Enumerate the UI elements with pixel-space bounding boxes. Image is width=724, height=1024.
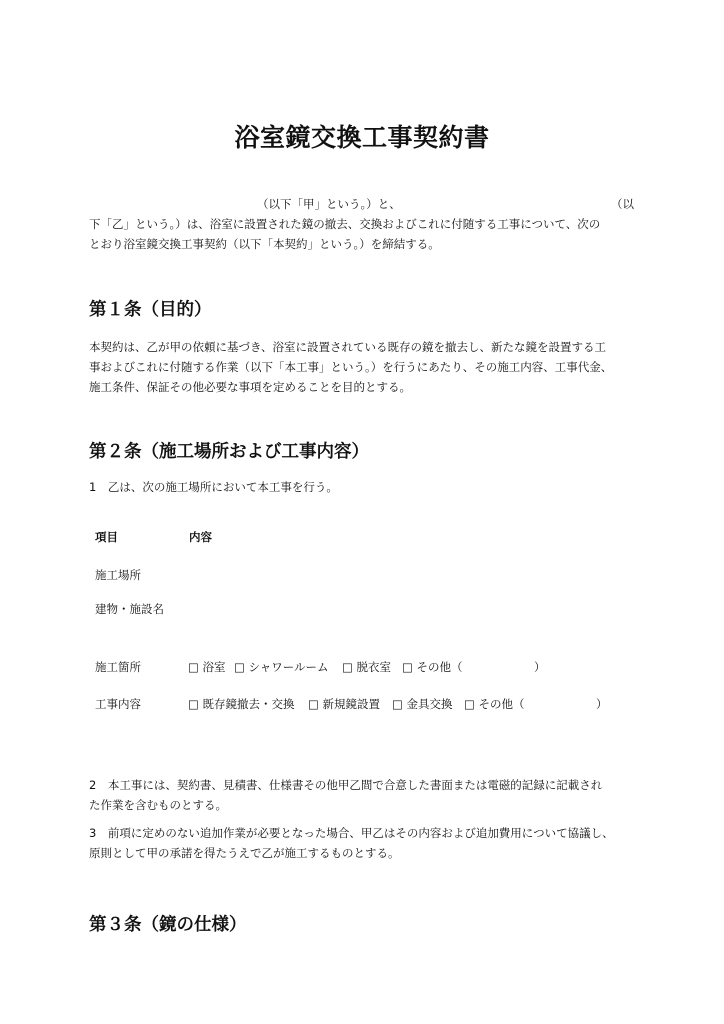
intro-line1-a: （以下「甲」という。）と、 [257,197,401,211]
article1-line: 施工条件、保証その他必要な事項を定めることを目的とする。 [89,380,411,394]
document-title: 浴室鏡交換工事契約書 [234,123,490,152]
article2-heading: 第２条（施工場所および工事内容） [89,442,369,462]
row-label-location: 施工箇所 [95,660,141,674]
row-label-work: 工事内容 [95,697,141,711]
table-header-item: 項目 [95,530,118,544]
location-other-close: ） [534,660,546,674]
article2-p2 [89,775,602,815]
article2-p2-line: た作業を含むものとする。 [89,798,227,812]
table-header-content: 内容 [189,530,212,544]
article2-p3-line: 3 前項に定めのない追加作業が必要となった場合、甲乙はその内容および追加費用について協議し、 [89,826,614,840]
article2-p2-line: 2 本工事には、契約書、見積書、仕様書その他甲乙間で合意した書面または電磁的記録に記載され [89,778,603,792]
checkbox-replace-mirror[interactable]: □ 既存鏡撤去・交換 [188,697,295,711]
checkbox-location-other[interactable]: □ その他（ [402,660,463,674]
checkbox-shower-room[interactable]: □ シャワールーム [234,660,329,674]
checkbox-work-other[interactable]: □ その他（ [464,697,525,711]
checkbox-new-mirror[interactable]: □ 新規鏡設置 [308,697,381,711]
intro-line1-b: （以 [611,197,634,211]
row-label-building: 建物・施設名 [95,602,164,616]
article1-line: 事およびこれに付随する作業（以下「本工事」という。）を行うにあたり、その施工内容、工事代金、 [89,360,613,374]
intro-line2: 下「乙」という。）は、浴室に設置された鏡の撤去、交換およびこれに付随する工事について、次の [89,217,601,231]
checkbox-fitting-replace[interactable]: □ 金具交換 [392,697,453,711]
article1-body [89,337,612,397]
article2-p3 [89,823,614,863]
row-label-site: 施工場所 [95,568,141,582]
article1-heading: 第１条（目的） [89,300,212,320]
work-other-close: ） [596,697,608,711]
checkbox-dressing-room[interactable]: □ 脱衣室 [342,660,392,674]
article2-p3-line: 原則として甲の承諾を得たうえで乙が施工するものとする。 [89,846,400,860]
article2-p1: 1 乙は、次の施工場所において本工事を行う。 [89,480,338,494]
intro-line3: とおり浴室鏡交換工事契約（以下「本契約」という。）を締結する。 [89,237,440,251]
article1-line: 本契約は、乙が甲の依頼に基づき、浴室に設置されている既存の鏡を撤去し、新たな鏡を設置する工 [89,340,607,354]
checkbox-bath[interactable]: □ 浴室 [188,660,226,674]
article3-heading: 第３条（鏡の仕様） [89,915,247,935]
